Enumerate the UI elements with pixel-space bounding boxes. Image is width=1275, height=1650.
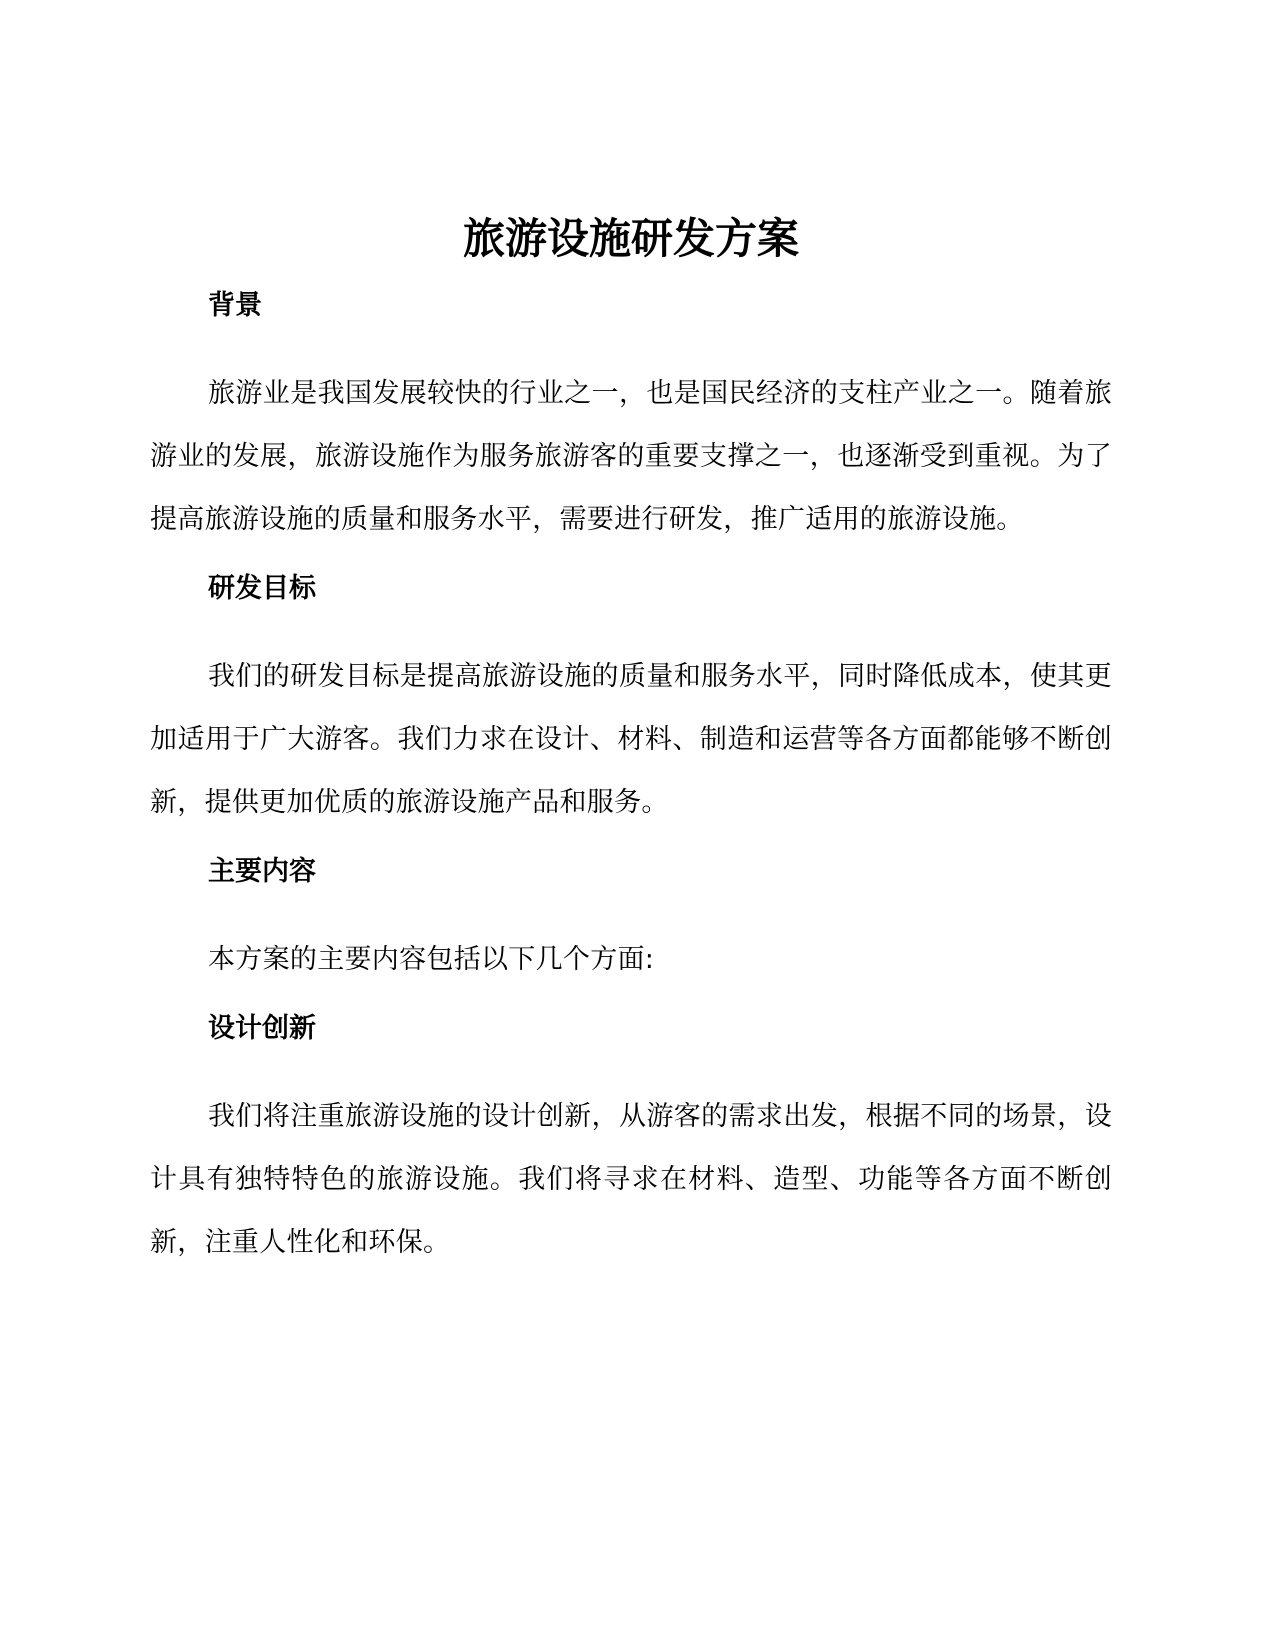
section-heading-design-innovation: 设计创新 xyxy=(208,1013,316,1044)
document-title: 旅游设施研发方案 xyxy=(462,214,799,263)
document-body xyxy=(150,210,1112,1292)
section-paragraph-goals: 我们的研发目标是提高旅游设施的质量和服务水平，同时降低成本，使其更加适用于广大游客。我们力求在设计、材料、制造和运营等各方面都能够不断创新，提供更加优质的旅游设施产品和服务。 xyxy=(150,661,1112,818)
section-heading-main-content: 主要内容 xyxy=(208,856,316,887)
section-heading-background: 背景 xyxy=(208,290,262,321)
section-heading-goals: 研发目标 xyxy=(208,573,316,604)
section-paragraph-main-content: 本方案的主要内容包括以下几个方面: xyxy=(208,944,655,975)
section-paragraph-design-innovation: 我们将注重旅游设施的设计创新，从游客的需求出发，根据不同的场景，设计具有独特特色的旅游设施。我们将寻求在材料、造型、功能等各方面不断创新，注重人性化和环保。 xyxy=(150,1101,1112,1258)
section-paragraph-background: 旅游业是我国发展较快的行业之一，也是国民经济的支柱产业之一。随着旅游业的发展，旅游设施作为服务旅游客的重要支撑之一，也逐渐受到重视。为了提高旅游设施的质量和服务水平，需要进行研发，推广适用的旅游设施。 xyxy=(150,378,1112,535)
